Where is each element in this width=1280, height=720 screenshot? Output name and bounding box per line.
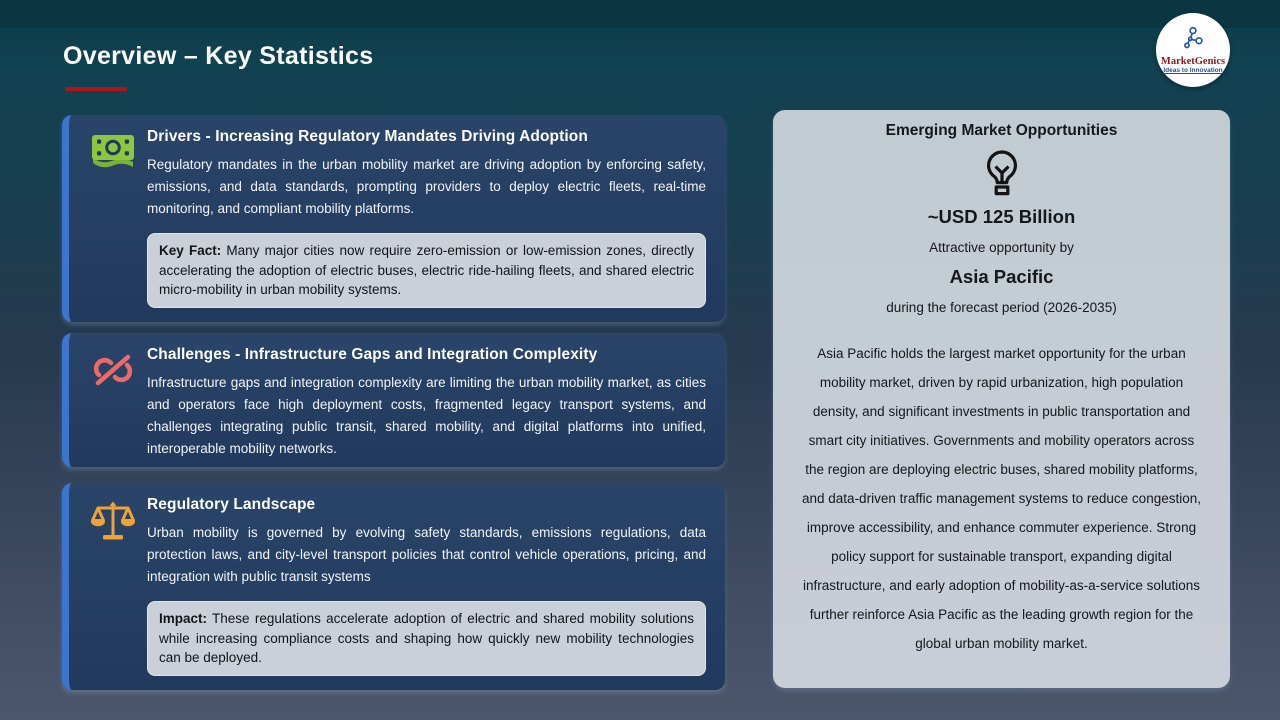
regulatory-card-body: Urban mobility is governed by evolving safety standards, emissions regulations, data protection laws, and city-level transport policies that control vehicle operations, pricing, and integration with public transit systems [147,525,706,584]
drivers-card-body: Regulatory mandates in the urban mobility market are driving adoption by enforcing safety, emissions, and data standards, prompting providers to deploy electric fleets, real-time monitoring, and compliant mobility platforms. [147,157,706,216]
unlink-icon [89,350,137,392]
opportunity-subtitle: Attractive opportunity by [929,240,1074,255]
key-fact-label: Key Fact: [159,243,222,258]
marketgenics-logo [1156,13,1230,87]
challenges-card [62,333,725,467]
page-title: Overview – Key Statistics [63,42,374,70]
impact-label: Impact: [159,611,208,626]
drivers-card-title: Drivers - Increasing Regulatory Mandates Driving Adoption [147,128,588,145]
drivers-card [62,115,725,322]
logo-tagline: Ideas to Innovation [1163,66,1223,74]
logo-name: MarketGenics [1160,55,1226,67]
money-icon [89,132,137,174]
impact-text: These regulations accelerate adoption of electric and shared mobility solutions while increasing compliance costs and shaping how quickly new mobility technologies can be deployed. [159,611,694,665]
scales-icon [89,500,137,542]
lightbulb-icon [773,149,1230,201]
title-underline [65,87,127,91]
regulatory-card-title: Regulatory Landscape [147,496,316,513]
panel-title: Emerging Market Opportunities [885,122,1118,139]
challenges-card-title: Challenges - Infrastructure Gaps and Integration Complexity [147,346,598,363]
challenges-card-body: Infrastructure gaps and integration complexity are limiting the urban mobility market, as cities and operators face high deployment costs, fragmented legacy transport systems, and challenges integrating public transit, shared mobility, and digital platforms into unified, interoperable mobility networks. [147,375,706,456]
emerging-opportunities-panel [773,110,1230,688]
opportunity-description: Asia Pacific holds the largest market opportunity for the urban mobility market, driven by rapid urbanization, high population density, and significant investments in public transportation and smart city initiatives. Governments and mobility operators across the region are deploying electric buses, shared mobility platforms, and data-driven traffic management systems to reduce congestion, improve accessibility, and enhance commuter experience. Strong policy support for sustainable transport, expanding digital infrastructure, and early adoption of mobility-as-a-service solutions further reinforce Asia Pacific as the leading growth region for the global urban mobility market. [802,346,1201,651]
opportunity-value: ~USD 125 Billion [927,206,1076,227]
key-fact-callout [147,233,706,308]
regulatory-card [62,483,725,690]
molecule-icon [1180,26,1206,55]
opportunity-region: Asia Pacific [949,266,1054,287]
opportunity-period: during the forecast period (2026-2035) [886,300,1117,315]
impact-callout [147,601,706,676]
key-fact-text: Many major cities now require zero-emission or low-emission zones, directly accelerating the adoption of electric buses, electric ride-hailing fleets, and shared electric micro-mobility in urban mobility systems. [159,243,694,297]
top-band [0,0,1280,28]
